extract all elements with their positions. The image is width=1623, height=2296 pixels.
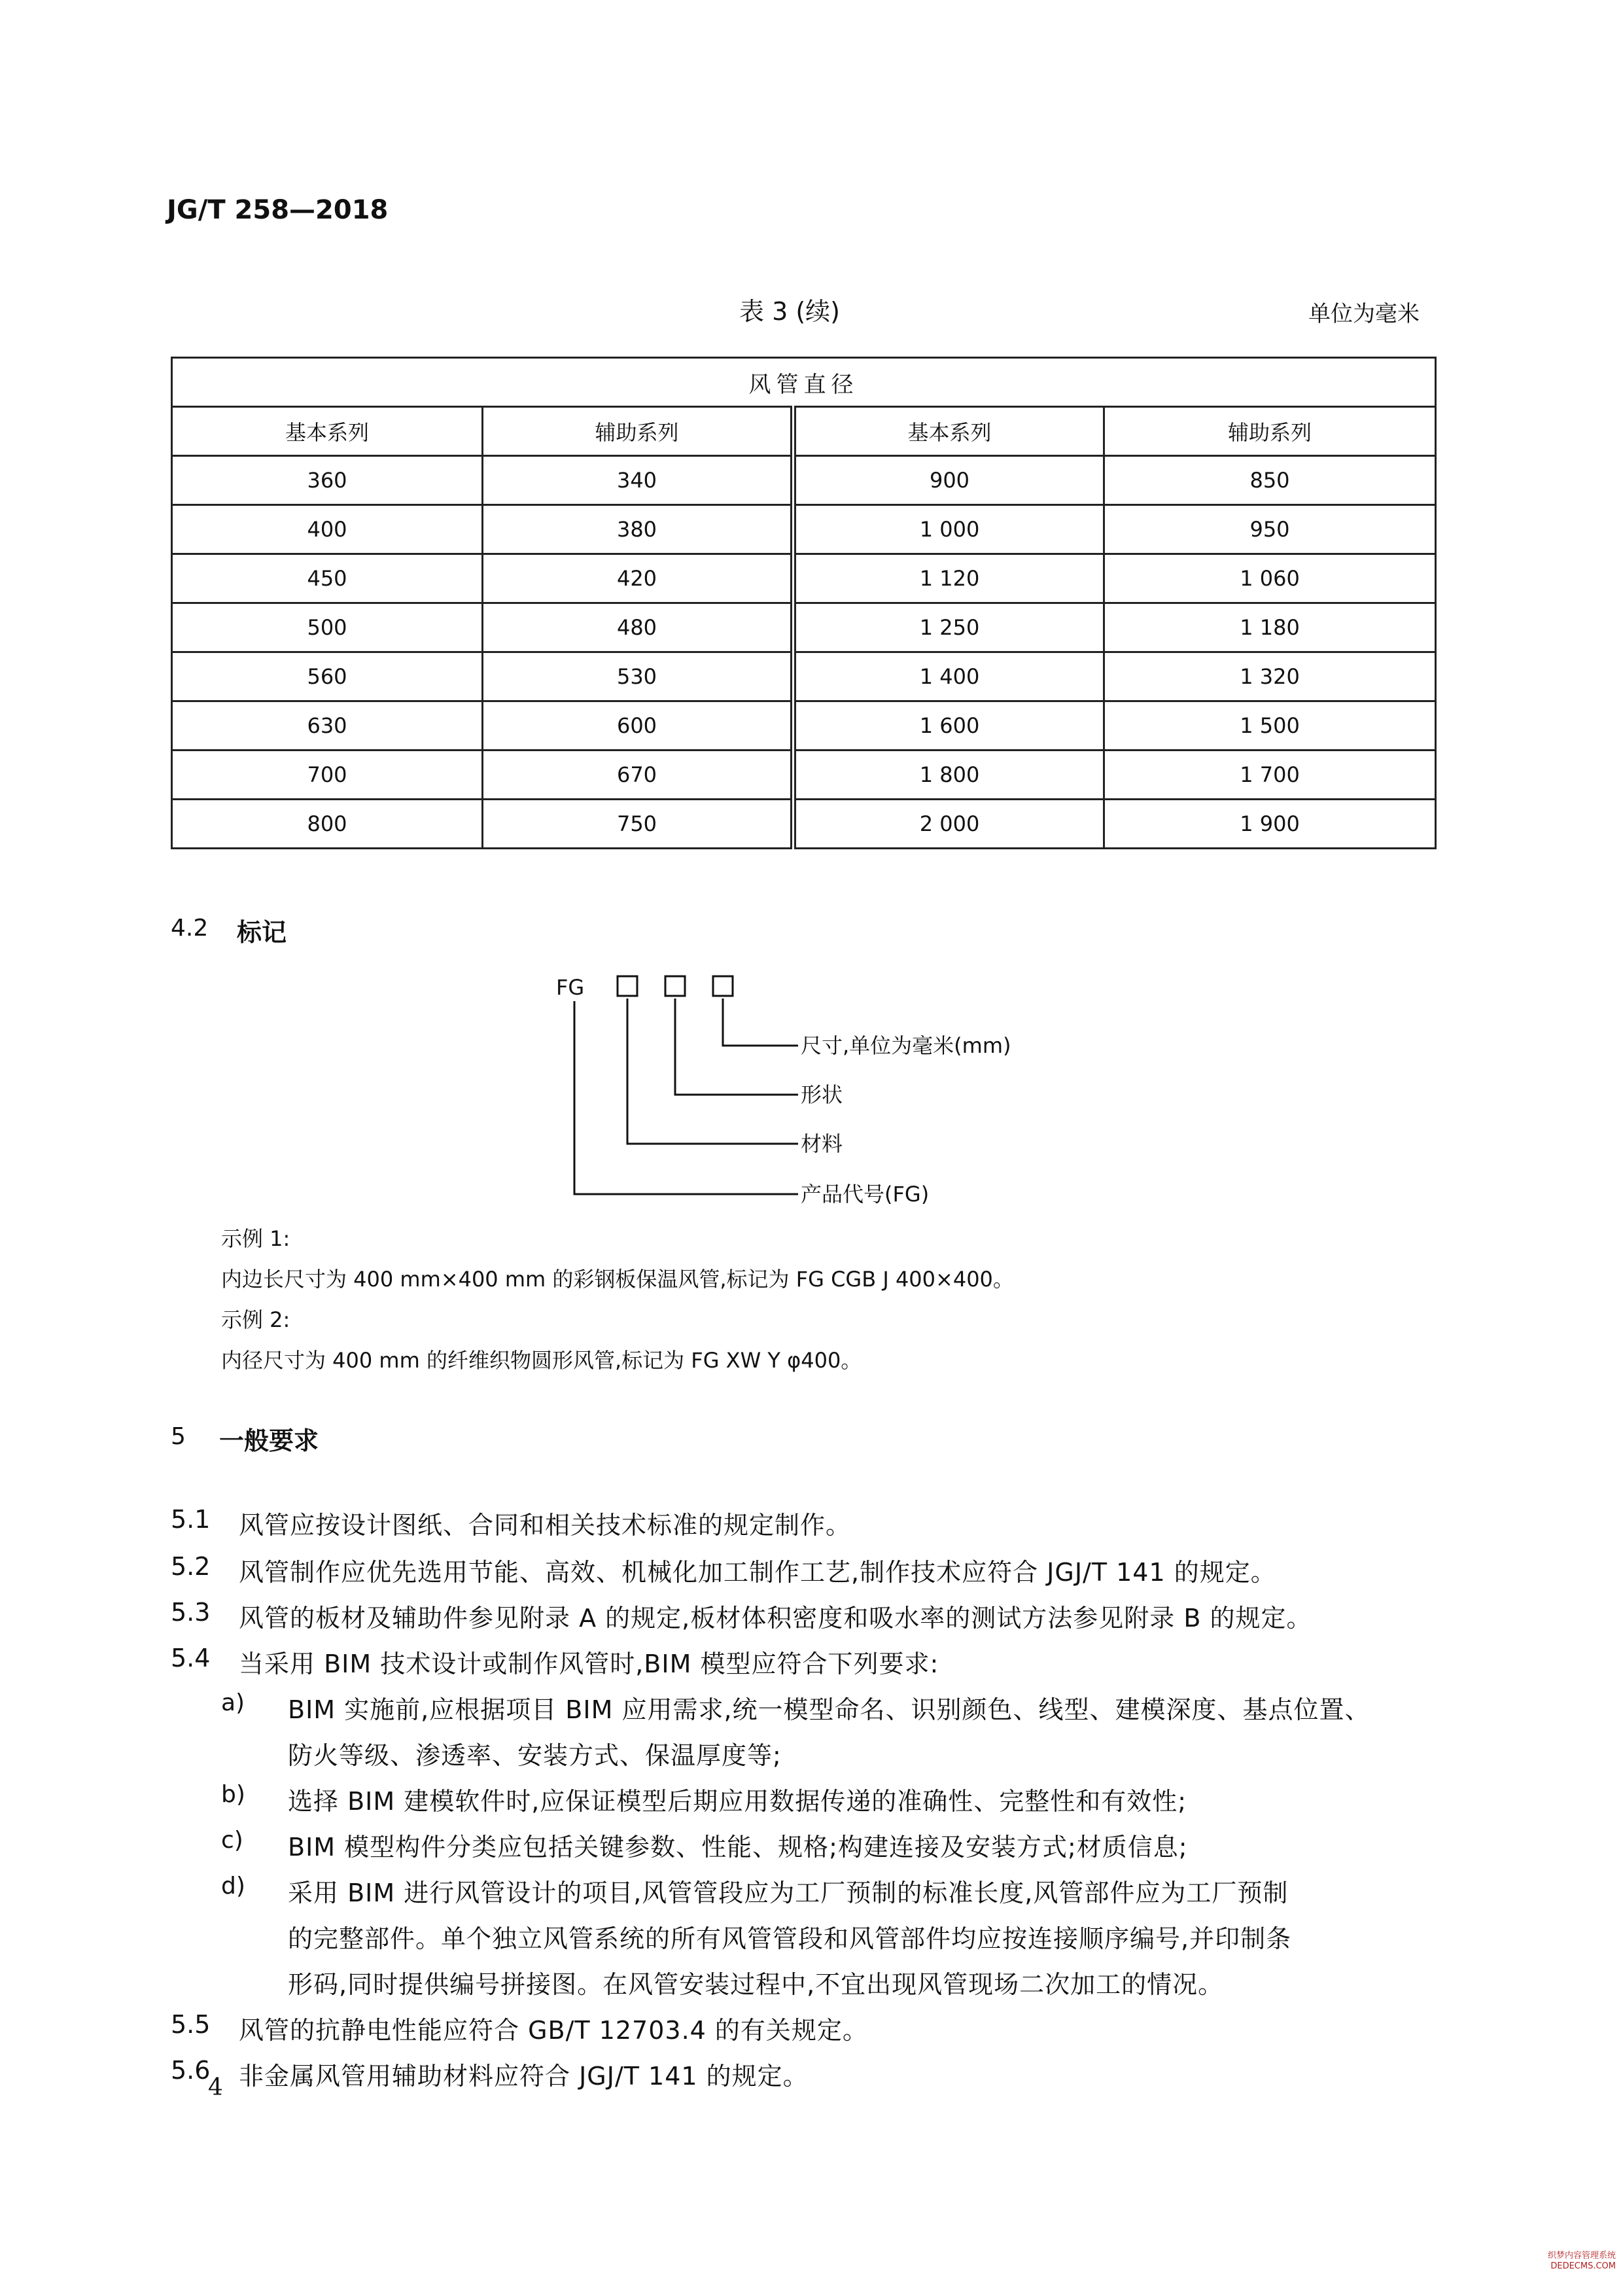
table-cell: 1 180 [1104, 603, 1436, 652]
table-cell: 950 [1104, 505, 1436, 554]
table-cell: 850 [1104, 456, 1436, 505]
table-row [172, 456, 1436, 505]
clause-number: 5.4 [171, 1644, 211, 1672]
list-item-letter: d) [221, 1873, 245, 1899]
table-cell: 2 000 [794, 800, 1104, 849]
list-item-text: 防火等级、渗透率、安装方式、保温厚度等; [288, 1741, 782, 1770]
table-row [172, 603, 1436, 652]
clause-text: 风管制作应优先选用节能、高效、机械化加工制作工艺,制作技术应符合 JGJ/T 141 的规定。 [239, 1558, 1276, 1587]
marking-diagram [536, 968, 1125, 1217]
col-header-basic-2: 基本系列 [794, 407, 1104, 456]
leader-line-code [574, 1001, 798, 1194]
watermark-line-1: 织梦内容管理系统 [1547, 2251, 1616, 2261]
placeholder-box-material [618, 976, 637, 996]
table-cell: 1 000 [794, 505, 1104, 554]
table-cell: 450 [172, 554, 483, 603]
table-cell: 380 [483, 505, 794, 554]
table-unit-note: 单位为毫米 [1308, 301, 1420, 327]
table-cell: 1 060 [1104, 554, 1436, 603]
placeholder-box-shape [665, 976, 685, 996]
section-number: 5 [171, 1423, 186, 1450]
table-cell: 750 [483, 800, 794, 849]
table-cell: 480 [483, 603, 794, 652]
section-title: 标记 [237, 918, 287, 947]
clause-text: 风管应按设计图纸、合同和相关技术标准的规定制作。 [239, 1511, 852, 1540]
table-cell: 420 [483, 554, 794, 603]
clause-number: 5.3 [171, 1598, 211, 1627]
list-item-text: 选择 BIM 建模软件时,应保证模型后期应用数据传递的准确性、完整性和有效性; [288, 1787, 1187, 1816]
clause-text: 风管的板材及辅助件参见附录 A 的规定,板材体积密度和吸水率的测试方法参见附录 B 的规定。 [239, 1604, 1312, 1633]
table-cell: 670 [483, 751, 794, 800]
table-cell: 360 [172, 456, 483, 505]
table-cell: 800 [172, 800, 483, 849]
table-cell: 1 250 [794, 603, 1104, 652]
clause-number: 5.2 [171, 1552, 211, 1581]
example-1-text: 内边长尺寸为 400 mm×400 mm 的彩钢板保温风管,标记为 FG CGB J 400×400。 [221, 1267, 1014, 1292]
table-cell: 340 [483, 456, 794, 505]
clause-number: 5.1 [171, 1505, 211, 1534]
table-title: 表 3 (续) [739, 297, 840, 326]
table-main-header: 风管直径 [172, 358, 1436, 407]
watermark-logo [1531, 2251, 1616, 2290]
list-item-letter: c) [221, 1827, 243, 1854]
table-cell: 400 [172, 505, 483, 554]
watermark-line-2: DEDECMS.COM [1550, 2261, 1616, 2271]
list-item-letter: a) [221, 1689, 245, 1716]
leader-line-material [627, 998, 798, 1144]
table-cell: 500 [172, 603, 483, 652]
list-item-text: 形码,同时提供编号拼接图。在风管安装过程中,不宜出现风管现场二次加工的情况。 [288, 1970, 1224, 1999]
list-item-text: 的完整部件。单个独立风管系统的所有风管管段和风管部件均应按连接顺序编号,并印制条 [288, 1924, 1292, 1953]
table-row [172, 505, 1436, 554]
table-cell: 700 [172, 751, 483, 800]
table-cell: 600 [483, 701, 794, 751]
section-title: 一般要求 [219, 1426, 319, 1455]
col-header-aux-2: 辅助系列 [1104, 407, 1436, 456]
placeholder-box-size [713, 976, 733, 996]
label-product-code: 产品代号(FG) [801, 1182, 930, 1207]
table-cell: 1 600 [794, 701, 1104, 751]
clause-text: 风管的抗静电性能应符合 GB/T 12703.4 的有关规定。 [239, 2016, 868, 2045]
table-cell: 530 [483, 652, 794, 701]
table-cell: 1 500 [1104, 701, 1436, 751]
table-row [172, 554, 1436, 603]
duct-diameter-table [171, 357, 1437, 849]
clause-number: 5.6 [171, 2056, 211, 2085]
example-1-label: 示例 1: [221, 1226, 290, 1251]
table-cell: 1 320 [1104, 652, 1436, 701]
standard-code: JG/T 258—2018 [167, 195, 389, 225]
page-number: 4 [208, 2074, 223, 2101]
diagram-prefix: FG [556, 975, 585, 1000]
example-2-label: 示例 2: [221, 1307, 290, 1332]
table-cell: 630 [172, 701, 483, 751]
table-cell: 1 400 [794, 652, 1104, 701]
clause-number: 5.5 [171, 2010, 211, 2039]
example-2-text: 内径尺寸为 400 mm 的纤维织物圆形风管,标记为 FG XW Y φ400。 [221, 1348, 862, 1373]
label-size: 尺寸,单位为毫米(mm) [801, 1033, 1011, 1058]
clause-text: 非金属风管用辅助材料应符合 JGJ/T 141 的规定。 [239, 2062, 809, 2091]
table-row [172, 652, 1436, 701]
col-header-basic-1: 基本系列 [172, 407, 483, 456]
table-cell: 1 900 [1104, 800, 1436, 849]
section-number: 4.2 [171, 915, 209, 942]
table-cell: 1 800 [794, 751, 1104, 800]
list-item-text: BIM 实施前,应根据项目 BIM 应用需求,统一模型命名、识别颜色、线型、建模深度、基点位置、 [288, 1695, 1370, 1724]
list-item-text: 采用 BIM 进行风管设计的项目,风管管段应为工厂预制的标准长度,风管部件应为工厂预制 [288, 1879, 1289, 1907]
table-cell: 560 [172, 652, 483, 701]
table-cell: 900 [794, 456, 1104, 505]
table-cell: 1 700 [1104, 751, 1436, 800]
table-row [172, 800, 1436, 849]
col-header-aux-1: 辅助系列 [483, 407, 794, 456]
table-row [172, 701, 1436, 751]
label-shape: 形状 [801, 1082, 843, 1107]
clause-text: 当采用 BIM 技术设计或制作风管时,BIM 模型应符合下列要求: [239, 1650, 939, 1678]
list-item-letter: b) [221, 1781, 245, 1808]
list-item-text: BIM 模型构件分类应包括关键参数、性能、规格;构建连接及安装方式;材质信息; [288, 1833, 1188, 1862]
leader-line-size [723, 998, 798, 1046]
table-row [172, 751, 1436, 800]
table-cell: 1 120 [794, 554, 1104, 603]
label-material: 材料 [801, 1131, 843, 1156]
